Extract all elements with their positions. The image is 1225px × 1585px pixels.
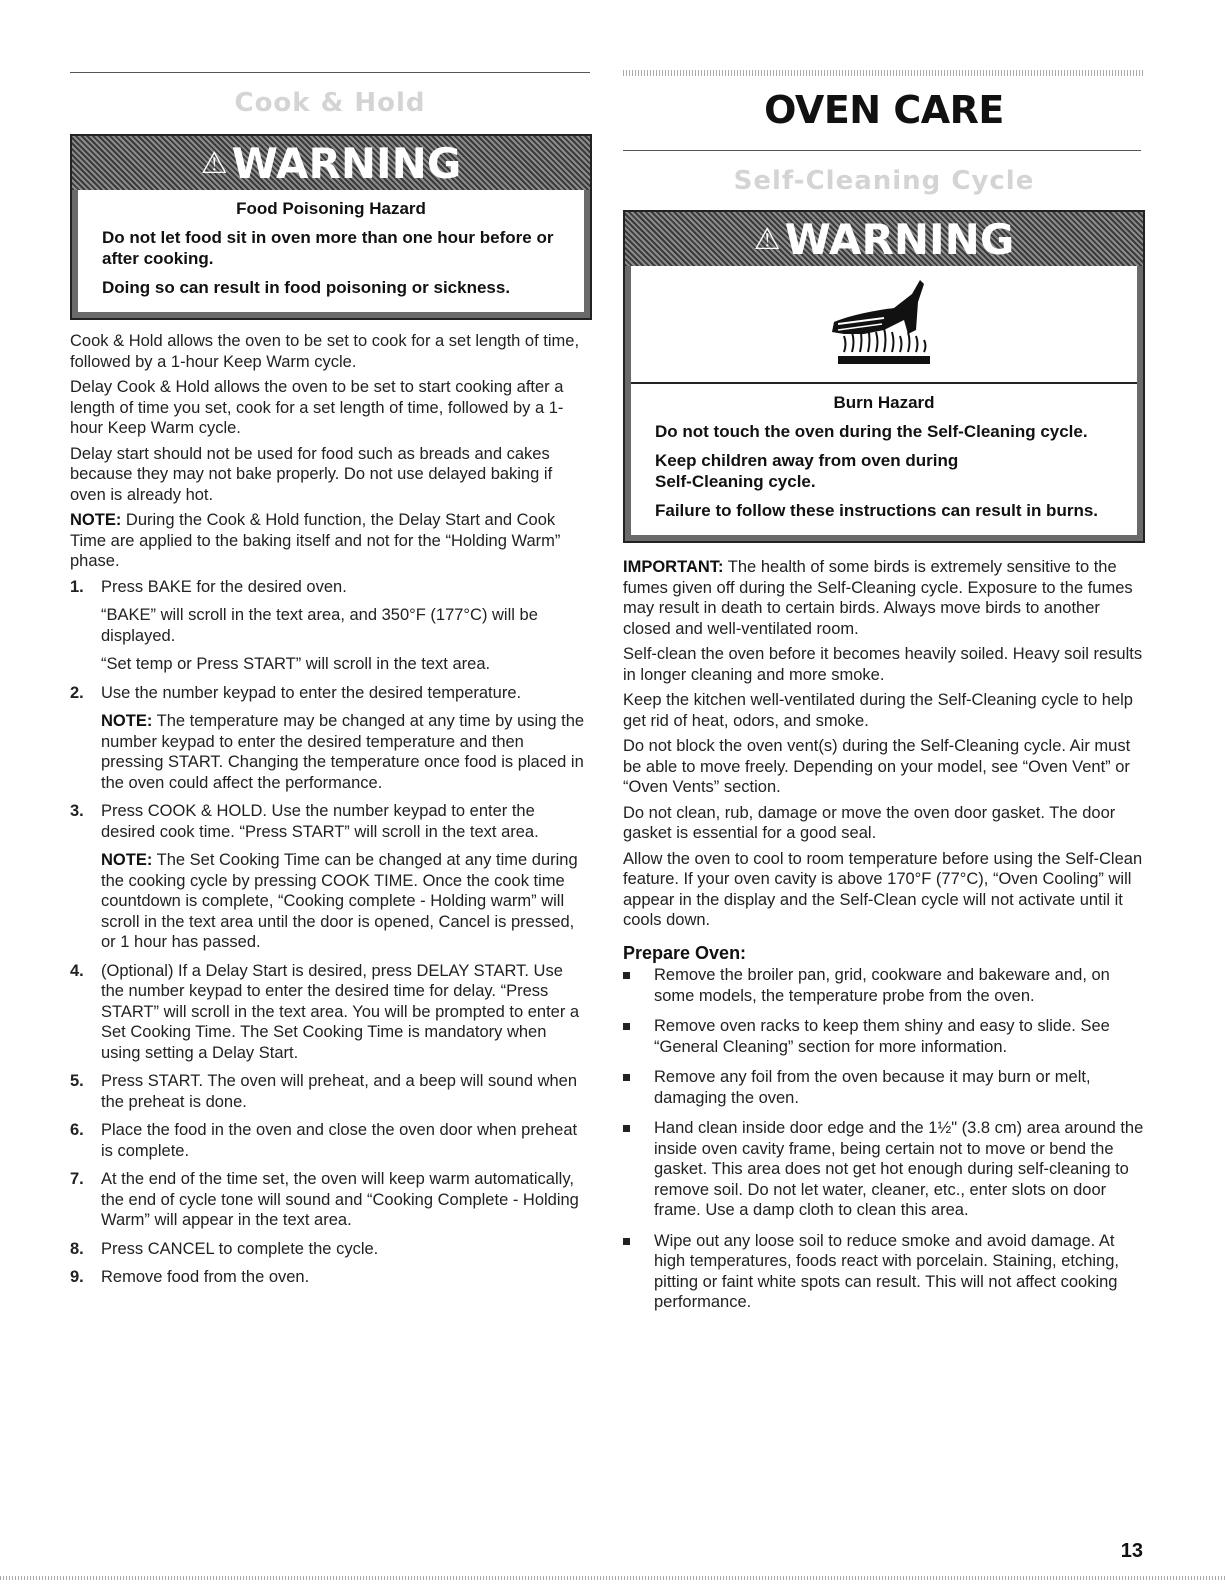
list-item-text: Wipe out any loose soil to reduce smoke and avoid damage. At high temperatures, foods react with porcelain. Staining, etching, pitting or faint white spots can result. This will not affect cooking performance. [654, 1231, 1120, 1311]
bottom-rule [0, 1576, 1225, 1580]
list-item-text: Remove oven racks to keep them shiny and easy to slide. See “General Cleaning” section for more information. [654, 1017, 1110, 1056]
important-paragraph [623, 557, 1145, 639]
steps-list [70, 577, 590, 1288]
bullet-icon [623, 1125, 630, 1132]
note-label: NOTE: [101, 712, 153, 730]
paragraph: Do not block the oven vent(s) during the Self-Cleaning cycle. Air must be able to move freely. Depending on your model, see “Oven Vent” or “Oven Vents” section. [623, 737, 1131, 796]
step-text: Press CANCEL to complete the cycle. [101, 1239, 379, 1258]
list-item [623, 1016, 1145, 1057]
warning-line: Do not let food sit in oven more than one hour before or after cooking. [102, 228, 554, 268]
step-text: Place the food in the oven and close the oven door when preheat is complete. [101, 1121, 578, 1160]
step-text: Use the number keypad to enter the desired temperature. [101, 683, 522, 702]
chapter-title: OVEN CARE [764, 88, 1004, 132]
step-2 [70, 683, 590, 794]
warning-hazard: Food Poisoning Hazard [236, 199, 426, 218]
list-item-text: Hand clean inside door edge and the 1½" (3.8 cm) area around the inside oven cavity frame, being certain not to move or bend the gasket. This area does not get hot enough during self-cleaning to remove soil. Do not let water, cleaner, etc., enter slots on door frame. Use a damp cloth to clean this area. [654, 1119, 1144, 1219]
paragraph: Keep the kitchen well-ventilated during the Self-Cleaning cycle to help get rid of heat, odors, and smoke. [623, 691, 1133, 730]
warning-line: Do not touch the oven during the Self-Cleaning cycle. [655, 422, 1088, 441]
prepare-oven-heading: Prepare Oven: [623, 942, 747, 963]
warning-header [625, 212, 1143, 266]
note-paragraph [70, 510, 590, 572]
list-item-text: Remove any foil from the oven because it may burn or melt, damaging the oven. [654, 1068, 1091, 1107]
step-1 [70, 577, 590, 675]
prepare-oven-list [623, 965, 1145, 1313]
bullet-icon [623, 1074, 630, 1081]
step-4 [70, 961, 590, 1064]
warning-box-burn [623, 210, 1145, 543]
warning-header [72, 136, 590, 190]
list-item [623, 1231, 1145, 1313]
self-cleaning-text [623, 557, 1145, 1323]
paragraph: Cook & Hold allows the oven to be set to cook for a set length of time, followed by a 1-hour Keep Warm cycle. [70, 332, 580, 371]
step-note [101, 711, 590, 793]
chapter-rule [623, 150, 1141, 151]
section-title-self-cleaning: Self-Cleaning Cycle [733, 166, 1035, 196]
step-number: 3. [70, 802, 84, 820]
step-8 [70, 1239, 590, 1260]
step-number: 7. [70, 1170, 84, 1188]
note-label: NOTE: [70, 511, 122, 529]
step-number: 1. [70, 577, 84, 596]
step-detail: “Set temp or Press START” will scroll in the text area. [101, 655, 491, 673]
warning-body [625, 384, 1143, 541]
warning-triangle-icon: ⚠ [753, 221, 781, 257]
list-item [623, 965, 1145, 1006]
list-item [623, 1118, 1145, 1221]
bullet-icon [623, 1238, 630, 1245]
warning-line: Keep children away from oven during Self-Cleaning cycle. [655, 451, 959, 491]
warning-label: WARNING [784, 214, 1015, 264]
step-number: 5. [70, 1072, 84, 1090]
top-rule-left [70, 72, 590, 73]
note-text: The Set Cooking Time can be changed at any time during the cooking cycle by pressing COOK TIME. Once the cook time countdown is complete, “Cooking complete - Holding warm” will scroll in the text area until the door is opened, Cancel is pressed, or 1 hour has passed. [101, 851, 578, 951]
step-6 [70, 1120, 590, 1161]
step-note [101, 850, 590, 953]
warning-hazard: Burn Hazard [833, 393, 935, 412]
step-5 [70, 1071, 590, 1112]
note-label: NOTE: [101, 851, 153, 869]
warning-line: Failure to follow these instructions can result in burns. [655, 501, 1099, 520]
important-text: The health of some birds is extremely sensitive to the fumes given off during the Self-Cleaning cycle. Exposure to the fumes may result in death to certain birds. Always move birds to another closed and well-ventilated room. [623, 558, 1133, 638]
paragraph: Do not clean, rub, damage or move the oven door gasket. The door gasket is essential for a good seal. [623, 803, 1116, 842]
important-label: IMPORTANT: [623, 558, 724, 576]
paragraph: Delay Cook & Hold allows the oven to be set to start cooking after a length of time you set, cook for a set length of time, followed by a 1-hour Keep Warm cycle. [70, 378, 564, 437]
bullet-icon [623, 1023, 630, 1030]
step-number: 4. [70, 961, 84, 980]
bullet-icon [623, 972, 630, 979]
step-text: At the end of the time set, the oven will keep warm automatically, the end of cycle tone will sound and “Cooking Complete - Holding Warm” will appear in the text area. [101, 1170, 579, 1229]
hand-burn-icon [631, 266, 1137, 384]
warning-line: Doing so can result in food poisoning or sickness. [102, 278, 511, 297]
burn-picture-frame [625, 266, 1143, 384]
warning-box-food-poisoning [70, 134, 592, 320]
warning-body [72, 190, 590, 318]
step-number: 2. [70, 683, 84, 702]
step-text: Press START. The oven will preheat, and a beep will sound when the preheat is done. [101, 1072, 578, 1111]
warning-triangle-icon: ⚠ [200, 145, 228, 181]
cook-hold-text [70, 331, 590, 1296]
step-text: Press BAKE for the desired oven. [101, 577, 347, 596]
paragraph: Delay start should not be used for food such as breads and cakes because they may not bake properly. Do not use delayed baking if oven is already hot. [70, 444, 553, 504]
list-item [623, 1067, 1145, 1108]
step-text: Remove food from the oven. [101, 1268, 310, 1286]
list-item-text: Remove the broiler pan, grid, cookware and bakeware and, on some models, the temperature probe from the oven. [654, 966, 1110, 1005]
step-detail: “BAKE” will scroll in the text area, and 350°F (177°C) will be displayed. [101, 606, 538, 645]
step-number: 8. [70, 1239, 84, 1258]
page-number: 13 [1120, 1540, 1143, 1562]
paragraph: Self-clean the oven before it becomes heavily soiled. Heavy soil results in longer cleaning and more smoke. [623, 645, 1143, 684]
step-text: Press COOK & HOLD. Use the number keypad to enter the desired cook time. “Press START” will scroll in the text area. [101, 802, 539, 841]
step-number: 9. [70, 1268, 84, 1286]
paragraph: Allow the oven to cool to room temperature before using the Self-Clean feature. If your oven cavity is above 170°F (77°C), “Oven Cooling” will appear in the display and the Self-Clean cycle will not activate until it cools down. [623, 849, 1143, 929]
note-text: The temperature may be changed at any time by using the number keypad to enter the desired temperature and then pressing START. Changing the temperature once food is placed in the oven could affect the performance. [101, 712, 585, 792]
step-text: (Optional) If a Delay Start is desired, press DELAY START. Use the number keypad to enter the desired time for delay. “Press START” will scroll in the text area. You will be prompted to enter a Set Cooking Time. The Set Cooking Time is mandatory when using setting a Delay Start. [101, 961, 580, 1062]
step-9 [70, 1267, 590, 1288]
top-rule-right [623, 70, 1145, 76]
step-7 [70, 1169, 590, 1231]
note-text: During the Cook & Hold function, the Delay Start and Cook Time are applied to the baking itself and not for the “Holding Warm” phase. [70, 511, 561, 570]
step-3 [70, 801, 590, 953]
section-title-cook-hold: Cook & Hold [234, 88, 426, 118]
warning-label: WARNING [231, 138, 462, 188]
step-number: 6. [70, 1121, 84, 1139]
